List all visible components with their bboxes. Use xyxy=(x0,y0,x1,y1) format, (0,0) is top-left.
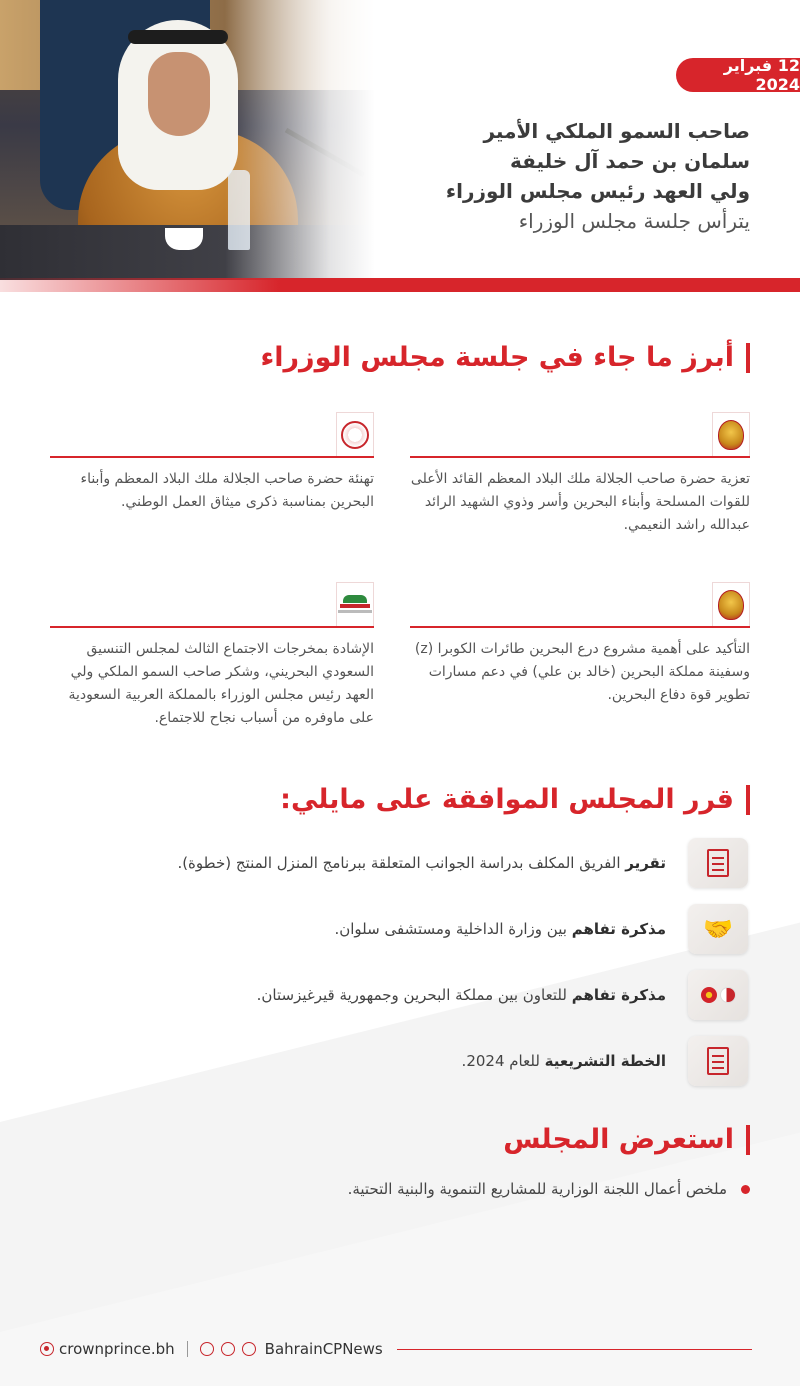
heading-bar xyxy=(746,1125,750,1155)
handshake-icon: 🤝 xyxy=(688,904,748,954)
highlight-text: تهنئة حضرة صاحب الجلالة ملك البلاد المعظم وأبناء البحرين بمناسبة ذكرى ميثاق العمل الوطني. xyxy=(80,471,374,510)
bahrain-emblem-icon xyxy=(712,582,750,626)
decision-item xyxy=(257,970,748,1020)
title-line: صاحب السمو الملكي الأمير xyxy=(483,119,750,143)
footer xyxy=(40,1338,752,1360)
header-title xyxy=(430,116,750,236)
decision-bold: الخطة التشريعية xyxy=(544,1052,666,1070)
highlight-divider xyxy=(410,456,750,458)
decision-text xyxy=(334,920,666,938)
heading-bar xyxy=(746,343,750,373)
coordination-council-logo xyxy=(336,582,374,626)
bahrain-emblem-icon xyxy=(712,412,750,456)
date-badge: 12 فبراير 2024 xyxy=(676,58,800,92)
review-heading-text: استعرض المجلس xyxy=(503,1124,734,1155)
review-text: ملخص أعمال اللجنة الوزارية للمشاريع التنموية والبنية التحتية. xyxy=(347,1180,727,1198)
decisions-heading-text: قرر المجلس الموافقة على مايلي: xyxy=(280,784,734,815)
decision-item xyxy=(334,904,748,954)
decision-rest: الفريق المكلف بدراسة الجوانب المتعلقة ببرنامج المنزل المنتج (خطوة). xyxy=(177,854,626,872)
decision-text xyxy=(257,986,666,1004)
decision-rest: بين وزارة الداخلية ومستشفى سلوان. xyxy=(334,920,572,938)
highlight-divider xyxy=(410,626,750,628)
header xyxy=(0,0,800,292)
legislative-plan-icon xyxy=(688,1036,748,1086)
highlight-divider xyxy=(50,626,374,628)
decision-item xyxy=(177,838,748,888)
decision-bold: تقرير xyxy=(625,854,666,872)
decision-text xyxy=(177,854,666,872)
decision-item xyxy=(462,1036,748,1086)
footer-separator xyxy=(187,1341,188,1357)
decision-rest: للعام 2024. xyxy=(461,1052,545,1070)
social-icons xyxy=(200,1342,261,1356)
highlight-text: الإشادة بمخرجات الاجتماع الثالث لمجلس التنسيق السعودي البحريني، وشكر صاحب السمو الملكي ولي العهد رئيس مجلس الوزراء بالمملكة العربية السعودية على ماوفره من أسباب نجاح للاجتماع. xyxy=(68,641,374,726)
instagram-icon[interactable] xyxy=(200,1342,214,1356)
highlights-heading xyxy=(260,342,750,373)
heading-bar xyxy=(746,785,750,815)
title-line: يترأس جلسة مجلس الوزراء xyxy=(518,209,750,233)
review-item xyxy=(348,1180,750,1198)
bullet-dot xyxy=(741,1185,750,1194)
decision-rest: للتعاون بين مملكة البحرين وجمهورية قيرغيزستان. xyxy=(256,986,572,1004)
decision-bold: مذكرة تفاهم xyxy=(571,920,666,938)
x-icon[interactable] xyxy=(221,1342,235,1356)
decision-text xyxy=(462,1052,666,1070)
website-link[interactable]: crownprince.bh xyxy=(59,1340,175,1358)
title-line: سلمان بن حمد آل خليفة xyxy=(509,149,750,173)
header-divider xyxy=(0,278,800,292)
cabinet-session-photo xyxy=(0,0,375,280)
flags-handshake-icon xyxy=(688,970,748,1020)
highlights-heading-text: أبرز ما جاء في جلسة مجلس الوزراء xyxy=(260,342,734,373)
highlight-text: تعزية حضرة صاحب الجلالة ملك البلاد المعظم القائد الأعلى للقوات المسلحة وأبناء البحرين وأسر وذوي الشهيد الرائد عبدالله راشد النعيمي. xyxy=(410,471,750,533)
youtube-icon[interactable] xyxy=(242,1342,256,1356)
seal-icon xyxy=(336,412,374,456)
highlight-text: التأكيد على أهمية مشروع درع البحرين طائرات الكوبرا (z) وسفينة مملكة البحرين (خالد بن علي) في دعم مسارات تطوير قوة دفاع البحرين. xyxy=(414,641,750,703)
decision-bold: مذكرة تفاهم xyxy=(571,986,666,1004)
website-icon xyxy=(40,1342,54,1356)
highlight-divider xyxy=(50,456,374,458)
social-handle[interactable]: BahrainCPNews xyxy=(264,1340,383,1358)
report-icon xyxy=(688,838,748,888)
review-heading xyxy=(503,1124,750,1155)
title-line: ولي العهد رئيس مجلس الوزراء xyxy=(445,179,750,203)
footer-line xyxy=(397,1349,752,1350)
decisions-heading xyxy=(280,784,750,815)
